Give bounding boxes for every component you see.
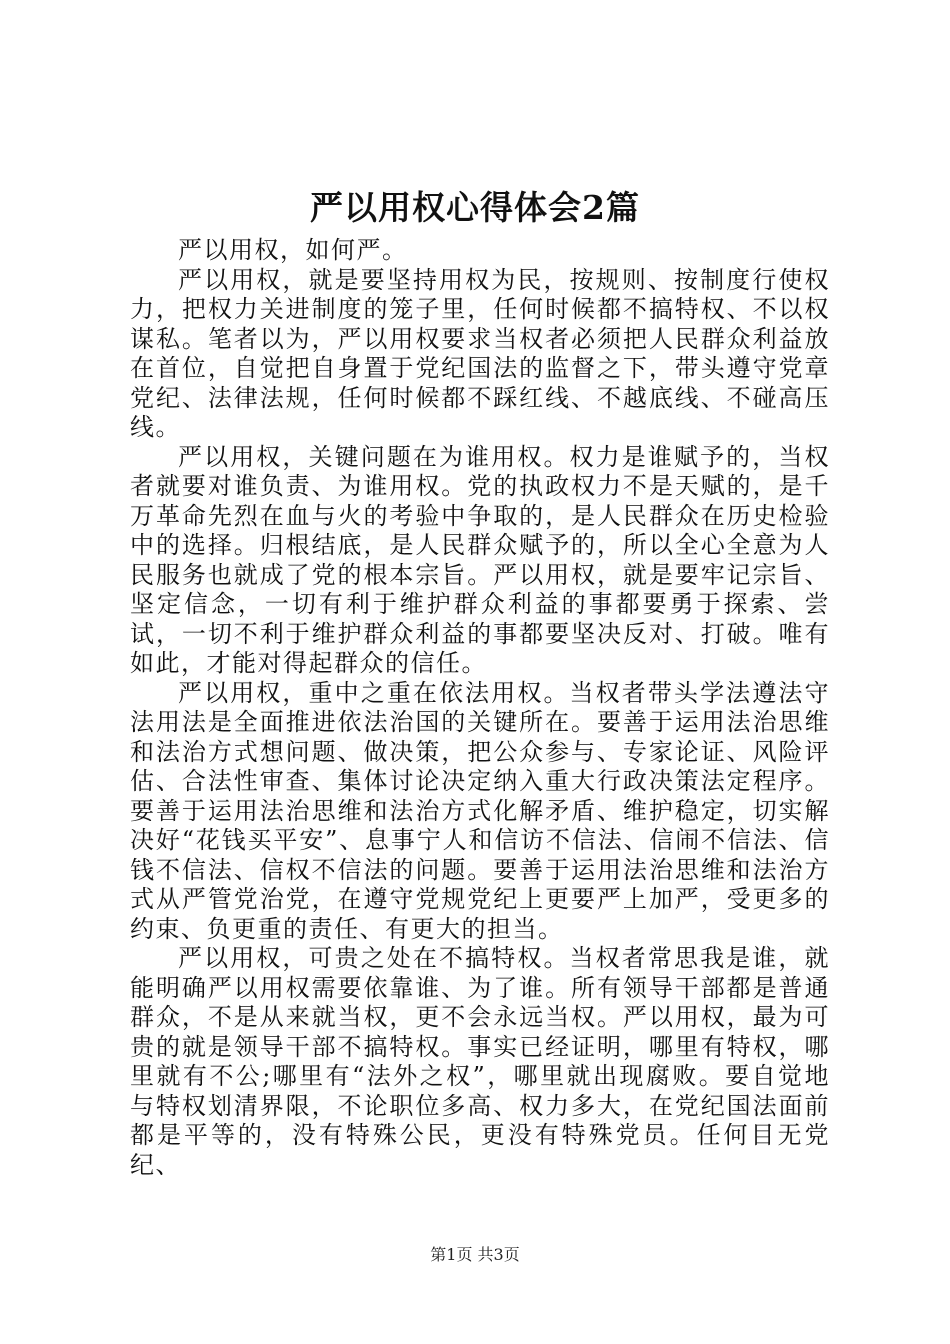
paragraph: 严以用权，就是要坚持用权为民，按规则、按制度行使权力，把权力关进制度的笼子里，任何时候都不搞特权、不以权谋私。笔者以为，严以用权要求当权者必须把人民群众利益放在首位，自觉把自身置于党纪国法的监督之下，带头遵守党章党纪、法律法规，任何时候都不踩红线、不越底线、不碰高压线。 — [130, 265, 830, 441]
paragraph: 严以用权，如何严。 — [178, 236, 408, 264]
document-title: 严以用权心得体会2篇 — [310, 188, 640, 227]
paragraph: 严以用权，关键问题在为谁用权。权力是谁赋予的，当权者就要对谁负责、为谁用权。党的执政权力不是天赋的，是千万革命先烈在血与火的考验中争取的，是人民群众在历史检验中的选择。归根结底，是人民群众赋予的，所以全心全意为人民服务也就成了党的根本宗旨。严以用权，就是要牢记宗旨、坚定信念，一切有利于维护群众利益的事都要勇于探索、尝试，一切不利于维护群众利益的事都要坚决反对、打破。唯有如此，才能对得起群众的信任。 — [130, 442, 830, 677]
paragraph: 严以用权，可贵之处在不搞特权。当权者常思我是谁，就能明确严以用权需要依靠谁、为了谁。所有领导干部都是普通群众，不是从来就当权，更不会永远当权。严以用权，最为可贵的就是领导干部不搞特权。事实已经证明，哪里有特权，哪里就有不公;哪里有“法外之权”，哪里就出现腐败。要自觉地与特权划清界限，不论职位多高、权力多大，在党纪国法面前都是平等的，没有特殊公民，更没有特殊党员。任何目无党纪、 — [130, 944, 830, 1179]
document-body — [130, 236, 830, 1180]
page-footer: 第1页 共3页 — [430, 1245, 520, 1264]
paragraph: 严以用权，重中之重在依法用权。当权者带头学法遵法守法用法是全面推进依法治国的关键所在。要善于运用法治思维和法治方式想问题、做决策，把公众参与、专家论证、风险评估、合法性审查、集体讨论决定纳入重大行政决策法定程序。要善于运用法治思维和法治方式化解矛盾、维护稳定，切实解决好“花钱买平安”、息事宁人和信访不信法、信闹不信法、信钱不信法、信权不信法的问题。要善于运用法治思维和法治方式从严管党治党，在遵守党规党纪上更要严上加严，受更多的约束、负更重的责任、有更大的担当。 — [130, 678, 830, 943]
